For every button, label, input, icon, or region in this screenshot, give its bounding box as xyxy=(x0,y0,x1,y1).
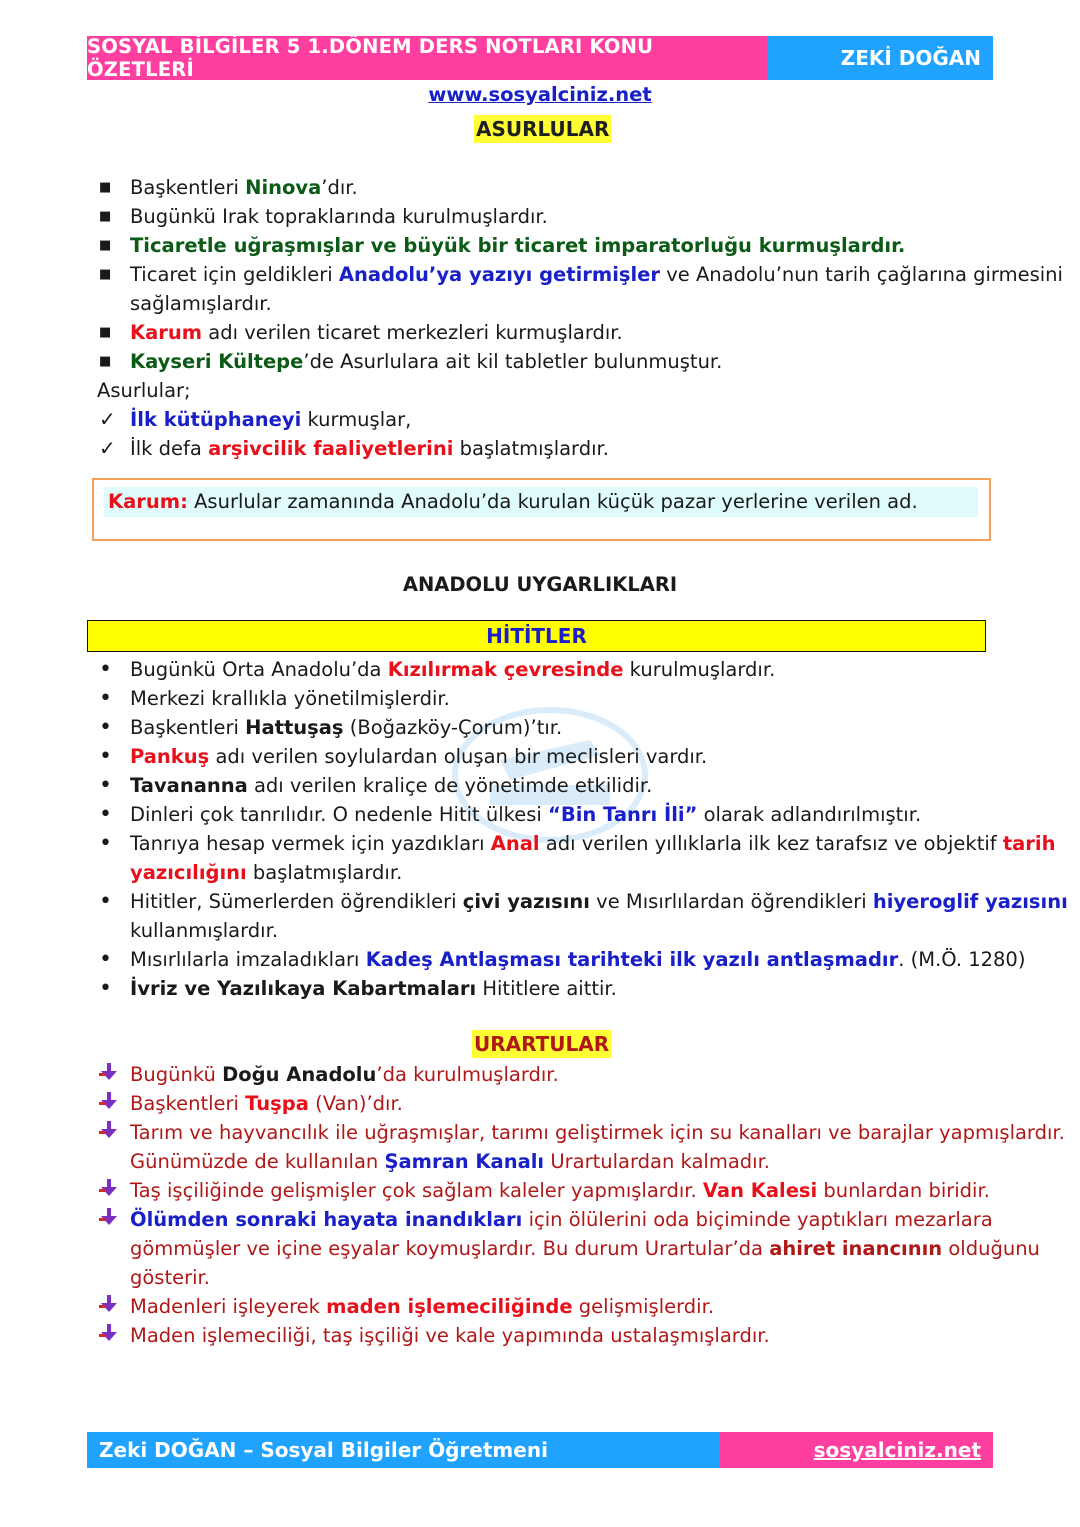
asurlular-title: ASURLULAR xyxy=(476,117,610,141)
list-item: ■ Karum adı verilen ticaret merkezleri kurmuşlardır. xyxy=(97,318,1080,347)
list-item: • Hititler, Sümerlerden öğrendikleri çivi yazısını ve Mısırlılardan öğrendikleri hiyeroglif yazısını kullanmışlardır. xyxy=(99,889,1068,942)
dot-bullet-icon: • xyxy=(99,686,112,711)
list-item: Maden işlemeciliği, taş işçiliği ve kale yapımında ustalaşmışlardır. xyxy=(97,1321,1080,1350)
list-item: • Dinleri çok tanrılıdır. O nedenle Hitit ülkesi “Bin Tanrı İli” olarak adlandırılmıştır. xyxy=(99,802,922,827)
header-title: SOSYAL BİLGİLER 5 1.DÖNEM DERS NOTLARI KONU ÖZETLERİ xyxy=(87,36,767,80)
list-item: • Tanrıya hesap vermek için yazdıkları Anal adı verilen yıllıklarla ilk kez tarafsız ve objektif tarih yazıcılığını başlatmışlardır. xyxy=(99,831,1056,884)
list-item: • Tavananna adı verilen kraliçe de yönetimde etkilidir. xyxy=(99,773,653,798)
square-bullet-icon: ■ xyxy=(99,180,112,195)
square-bullet-icon: ■ xyxy=(99,209,112,224)
list-item: ■ Ticaretle uğraşmışlar ve büyük bir ticaret imparatorluğu kurmuşlardır. xyxy=(97,231,1080,260)
footer-author: Zeki DOĞAN – Sosyal Bilgiler Öğretmeni xyxy=(87,1432,720,1468)
list-item: Bugünkü Doğu Anadolu’da kurulmuşlardır. xyxy=(97,1060,1080,1089)
list-item: Ölümden sonraki hayata inandıkları için ölülerini oda biçiminde yaptıkları mezarlara gömmüşler ve içine eşyalar koymuşlardır. Bu durum Urartular’da ahiret inancının olduğunu gösterir. xyxy=(97,1205,1080,1292)
arrow-bullet-icon xyxy=(99,1060,119,1089)
urartular-list xyxy=(97,1060,1080,1350)
checkmark-icon: ✓ xyxy=(99,436,116,460)
dot-bullet-icon: • xyxy=(99,831,112,856)
list-item: ■ Ticaret için geldikleri Anadolu’ya yazıyı getirmişler ve Anadolu’nun tarih çağlarına girmesini sağlamışlardır. xyxy=(97,260,1080,318)
page-footer xyxy=(87,1432,993,1468)
asurlular-list xyxy=(97,173,1080,376)
list-item: Tarım ve hayvancılık ile uğraşmışlar, tarımı geliştirmek için su kanalları ve barajlar yapmışlardır. Günümüzde de kullanılan Şamran Kanalı Urartulardan kalmadır. xyxy=(97,1118,1080,1176)
square-bullet-icon: ■ xyxy=(99,325,112,340)
dot-bullet-icon: • xyxy=(99,773,112,798)
hititler-title: HİTİTLER xyxy=(87,620,986,652)
definition-box xyxy=(92,478,991,541)
dot-bullet-icon: • xyxy=(99,976,112,1001)
dot-bullet-icon: • xyxy=(99,889,112,914)
page-header xyxy=(87,36,993,80)
header-author: ZEKİ DOĞAN xyxy=(767,36,993,80)
hititler-list xyxy=(97,655,1080,1003)
list-item: Madenleri işleyerek maden işlemeciliğinde gelişmişlerdir. xyxy=(97,1292,1080,1321)
definition-term: Karum: xyxy=(108,490,188,513)
list-item: Taş işçiliğinde gelişmişler çok sağlam kaleler yapmışlardır. Van Kalesi bunlardan biridir. xyxy=(97,1176,1080,1205)
checkmark-icon: ✓ xyxy=(99,407,116,431)
dot-bullet-icon: • xyxy=(99,715,112,740)
dot-bullet-icon: • xyxy=(99,657,112,682)
asurlular-intro: Asurlular; xyxy=(97,379,191,402)
arrow-bullet-icon xyxy=(99,1176,119,1205)
list-item: • Pankuş adı verilen soylulardan oluşan bir meclisleri vardır. xyxy=(99,744,708,769)
square-bullet-icon: ■ xyxy=(99,354,112,369)
section-title: ANADOLU UYGARLIKLARI xyxy=(402,573,678,596)
asurlular-checklist xyxy=(97,405,609,463)
list-item: ■ Bugünkü Irak topraklarında kurulmuşlardır. xyxy=(97,202,1080,231)
list-item: ✓ İlk defa arşivcilik faaliyetlerini başlatmışlardır. xyxy=(97,434,609,463)
list-item: ■ Başkentleri Ninova’dır. xyxy=(97,173,1080,202)
list-item: ✓ İlk kütüphaneyi kurmuşlar, xyxy=(97,405,609,434)
square-bullet-icon: ■ xyxy=(99,238,112,253)
square-bullet-icon: ■ xyxy=(99,267,112,282)
definition-text: Asurlular zamanında Anadolu’da kurulan küçük pazar yerlerine verilen ad. xyxy=(187,490,918,513)
list-item: • Merkezi krallıkla yönetilmişlerdir. xyxy=(99,686,450,711)
list-item: • Bugünkü Orta Anadolu’da Kızılırmak çevresinde kurulmuşlardır. xyxy=(99,657,776,682)
urartular-title: URARTULAR xyxy=(474,1032,610,1056)
list-item: ■ Kayseri Kültepe’de Asurlulara ait kil tabletler bulunmuştur. xyxy=(97,347,1080,376)
arrow-bullet-icon xyxy=(99,1292,119,1321)
footer-link[interactable]: sosyalciniz.net xyxy=(720,1432,993,1468)
site-link[interactable]: www.sosyalciniz.net xyxy=(428,83,652,106)
arrow-bullet-icon xyxy=(99,1205,119,1234)
list-item: Başkentleri Tuşpa (Van)’dır. xyxy=(97,1089,1080,1118)
list-item: • İvriz ve Yazılıkaya Kabartmaları Hititlere aittir. xyxy=(99,976,617,1001)
arrow-bullet-icon xyxy=(99,1118,119,1147)
list-item: • Başkentleri Hattuşaş (Boğazköy-Çorum)’tır. xyxy=(99,715,563,740)
arrow-bullet-icon xyxy=(99,1089,119,1118)
dot-bullet-icon: • xyxy=(99,802,112,827)
arrow-bullet-icon xyxy=(99,1321,119,1350)
dot-bullet-icon: • xyxy=(99,947,112,972)
dot-bullet-icon: • xyxy=(99,744,112,769)
list-item: • Mısırlılarla imzaladıkları Kadeş Antlaşması tarihteki ilk yazılı antlaşmadır. (M.Ö. 1280) xyxy=(99,947,1026,972)
